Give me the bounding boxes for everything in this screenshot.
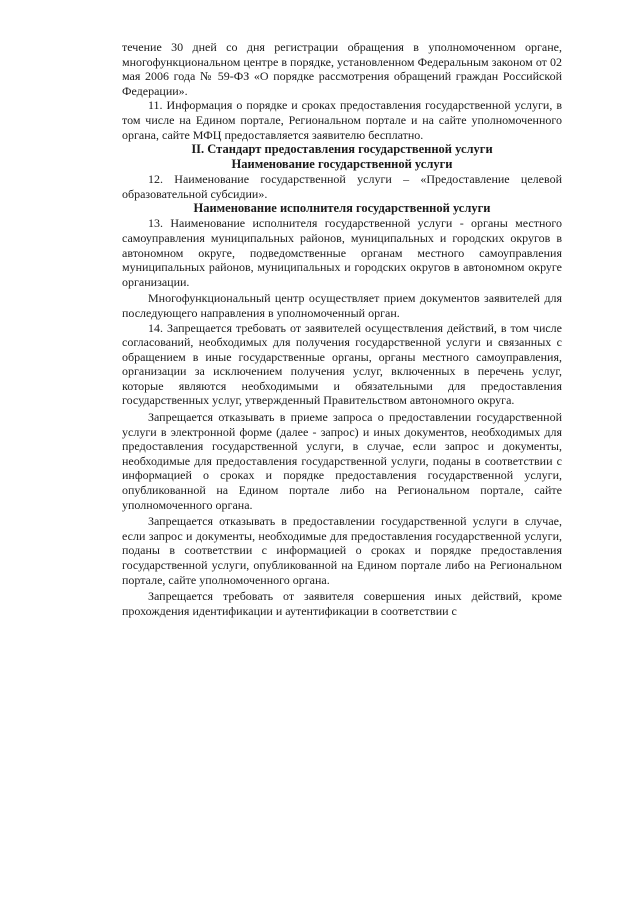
paragraph-11: 11. Информация о порядке и сроках предоставления государственной услуги, в том числе на Едином портале, Региональном портале и на сайте уполномоченного органа, сайте МФЦ предоставляется заявителю бесплатно. xyxy=(122,98,562,142)
paragraph-continuation: течение 30 дней со дня регистрации обращения в уполномоченном органе, многофункциональном центре в порядке, установленном Федеральным законом от 02 мая 2006 года № 59-ФЗ «О порядке рассмотрения обращений граждан Российской Федерации». xyxy=(122,40,562,98)
paragraph-mfc: Многофункциональный центр осуществляет прием документов заявителей для последующего направления в уполномоченный орган. xyxy=(122,291,562,320)
paragraph-13: 13. Наименование исполнителя государственной услуги - органы местного самоуправления муниципальных районов, муниципальных и городских округов в автономном округе, подведомственные органам местного самоуправления муниципальных районов, муниципальных и городских округов в автономном округе организации. xyxy=(122,216,562,289)
subsection-service-name: Наименование государственной услуги xyxy=(231,157,453,172)
subsection-executor: Наименование исполнителя государственной услуги xyxy=(193,201,491,216)
document-body xyxy=(122,40,562,618)
paragraph-14: 14. Запрещается требовать от заявителей осуществления действий, в том числе согласований, необходимых для получения государственной услуги и связанных с обращением в иные государственные органы, органы местного самоуправления, организации за исключением получения услуг, включенных в перечень услуг, которые являются необходимыми и обязательными для предоставления государственных услуг, утвержденный Правительством автономного округа. xyxy=(122,320,562,408)
paragraph-prohibit-other-actions: Запрещается требовать от заявителя совершения иных действий, кроме прохождения идентификации и аутентификации в соответствии с xyxy=(122,589,562,618)
paragraph-12: 12. Наименование государственной услуги – «Предоставление целевой образовательной субсидии». xyxy=(122,172,562,201)
section-title: II. Стандарт предоставления государственной услуги xyxy=(191,142,493,157)
paragraph-prohibit-refuse-request: Запрещается отказывать в приеме запроса о предоставлении государственной услуги в электронной форме (далее - запрос) и иных документов, необходимых для предоставления государственной услуги, в случае, если запрос и документы, необходимые для предоставления государственной услуги, поданы в соответствии с информацией о сроках и порядке предоставления государственной услуги, опубликованной на Едином портале либо на Региональном портале, сайте уполномоченного органа. xyxy=(122,410,562,512)
paragraph-prohibit-refuse-service: Запрещается отказывать в предоставлении государственной услуги в случае, если запрос и документы, необходимые для предоставления государственной услуги, поданы в соответствии с информацией о сроках и порядке предоставления государственной услуги, опубликованной на Едином портале либо на Региональном портале, сайте уполномоченного органа. xyxy=(122,514,562,587)
